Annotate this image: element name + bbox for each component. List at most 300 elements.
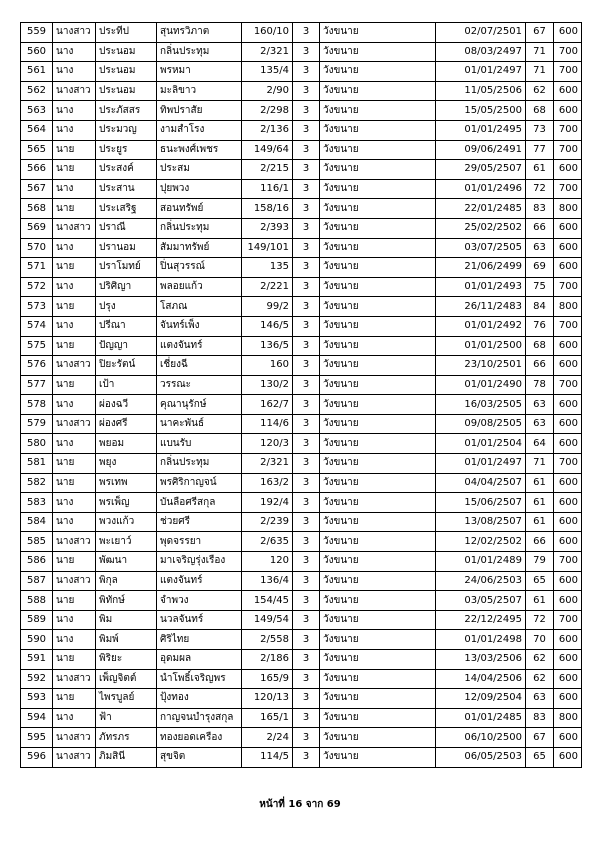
table-row xyxy=(21,591,582,611)
table-row xyxy=(21,81,582,101)
last-name-cell: มะลิขาว xyxy=(157,81,242,101)
row-number-cell: 566 xyxy=(21,160,53,180)
title-cell: นาง xyxy=(53,316,96,336)
table-row xyxy=(21,552,582,572)
title-cell: นาง xyxy=(53,708,96,728)
table-row xyxy=(21,650,582,670)
title-cell: นาย xyxy=(53,375,96,395)
age-cell: 61 xyxy=(526,512,554,532)
row-number-cell: 559 xyxy=(21,23,53,43)
age-cell: 71 xyxy=(526,454,554,474)
age-cell: 72 xyxy=(526,179,554,199)
house-number-cell: 99/2 xyxy=(242,297,293,317)
last-name-cell: สุขจิต xyxy=(157,747,242,767)
last-name-cell: สัมมาทรัพย์ xyxy=(157,238,242,258)
village-number-cell: 3 xyxy=(293,689,320,709)
age-cell: 62 xyxy=(526,81,554,101)
subdistrict-cell: วังขนาย xyxy=(320,179,436,199)
age-cell: 83 xyxy=(526,199,554,219)
allowance-cell: 700 xyxy=(554,454,582,474)
row-number-cell: 596 xyxy=(21,747,53,767)
last-name-cell: นาคะพันธ์ xyxy=(157,414,242,434)
house-number-cell: 2/635 xyxy=(242,532,293,552)
first-name-cell: ผ่องฉวี xyxy=(96,395,157,415)
title-cell: นาย xyxy=(53,552,96,572)
row-number-cell: 586 xyxy=(21,552,53,572)
birth-date-cell: 01/01/2497 xyxy=(436,454,526,474)
table-row xyxy=(21,316,582,336)
village-number-cell: 3 xyxy=(293,747,320,767)
title-cell: นาย xyxy=(53,199,96,219)
table-row xyxy=(21,454,582,474)
row-number-cell: 560 xyxy=(21,42,53,62)
row-number-cell: 592 xyxy=(21,669,53,689)
table-row xyxy=(21,336,582,356)
subdistrict-cell: วังขนาย xyxy=(320,277,436,297)
house-number-cell: 2/321 xyxy=(242,42,293,62)
house-number-cell: 149/64 xyxy=(242,140,293,160)
title-cell: นาง xyxy=(53,238,96,258)
allowance-cell: 600 xyxy=(554,493,582,513)
row-number-cell: 587 xyxy=(21,571,53,591)
house-number-cell: 158/16 xyxy=(242,199,293,219)
title-cell: นาย xyxy=(53,689,96,709)
first-name-cell: ประเสริฐ xyxy=(96,199,157,219)
age-cell: 61 xyxy=(526,493,554,513)
allowance-cell: 600 xyxy=(554,160,582,180)
table-row xyxy=(21,728,582,748)
row-number-cell: 594 xyxy=(21,708,53,728)
birth-date-cell: 26/11/2483 xyxy=(436,297,526,317)
age-cell: 63 xyxy=(526,395,554,415)
birth-date-cell: 01/01/2498 xyxy=(436,630,526,650)
title-cell: นาง xyxy=(53,42,96,62)
birth-date-cell: 03/07/2505 xyxy=(436,238,526,258)
subdistrict-cell: วังขนาย xyxy=(320,42,436,62)
allowance-cell: 600 xyxy=(554,473,582,493)
house-number-cell: 163/2 xyxy=(242,473,293,493)
house-number-cell: 154/45 xyxy=(242,591,293,611)
birth-date-cell: 29/05/2507 xyxy=(436,160,526,180)
row-number-cell: 593 xyxy=(21,689,53,709)
table-row xyxy=(21,610,582,630)
last-name-cell: แตงจันทร์ xyxy=(157,571,242,591)
table-row xyxy=(21,62,582,82)
allowance-cell: 600 xyxy=(554,532,582,552)
village-number-cell: 3 xyxy=(293,218,320,238)
subdistrict-cell: วังขนาย xyxy=(320,650,436,670)
house-number-cell: 2/136 xyxy=(242,120,293,140)
subdistrict-cell: วังขนาย xyxy=(320,728,436,748)
allowance-cell: 600 xyxy=(554,630,582,650)
subdistrict-cell: วังขนาย xyxy=(320,336,436,356)
first-name-cell: ปริศิญา xyxy=(96,277,157,297)
house-number-cell: 120/3 xyxy=(242,434,293,454)
last-name-cell: กาญจนบำรุงสกุล xyxy=(157,708,242,728)
allowance-cell: 700 xyxy=(554,375,582,395)
first-name-cell: ประมวญ xyxy=(96,120,157,140)
age-cell: 65 xyxy=(526,747,554,767)
last-name-cell: ทิพปราสัย xyxy=(157,101,242,121)
village-number-cell: 3 xyxy=(293,316,320,336)
house-number-cell: 114/6 xyxy=(242,414,293,434)
subdistrict-cell: วังขนาย xyxy=(320,512,436,532)
title-cell: นาย xyxy=(53,650,96,670)
allowance-cell: 600 xyxy=(554,356,582,376)
allowance-cell: 700 xyxy=(554,42,582,62)
subdistrict-cell: วังขนาย xyxy=(320,120,436,140)
village-number-cell: 3 xyxy=(293,454,320,474)
last-name-cell: ปุยพวง xyxy=(157,179,242,199)
village-number-cell: 3 xyxy=(293,81,320,101)
first-name-cell: ปรีณา xyxy=(96,316,157,336)
house-number-cell: 146/5 xyxy=(242,316,293,336)
allowance-cell: 800 xyxy=(554,199,582,219)
village-number-cell: 3 xyxy=(293,160,320,180)
subdistrict-cell: วังขนาย xyxy=(320,434,436,454)
table-row xyxy=(21,473,582,493)
table-row xyxy=(21,395,582,415)
subdistrict-cell: วังขนาย xyxy=(320,297,436,317)
age-cell: 62 xyxy=(526,669,554,689)
village-number-cell: 3 xyxy=(293,493,320,513)
house-number-cell: 2/24 xyxy=(242,728,293,748)
row-number-cell: 591 xyxy=(21,650,53,670)
subdistrict-cell: วังขนาย xyxy=(320,140,436,160)
table-row xyxy=(21,160,582,180)
table-row xyxy=(21,238,582,258)
first-name-cell: พรเพ็ญ xyxy=(96,493,157,513)
birth-date-cell: 15/05/2500 xyxy=(436,101,526,121)
birth-date-cell: 08/03/2497 xyxy=(436,42,526,62)
house-number-cell: 165/9 xyxy=(242,669,293,689)
title-cell: นางสาว xyxy=(53,81,96,101)
age-cell: 79 xyxy=(526,552,554,572)
table-row xyxy=(21,42,582,62)
house-number-cell: 2/298 xyxy=(242,101,293,121)
first-name-cell: ประทีป xyxy=(96,23,157,43)
house-number-cell: 192/4 xyxy=(242,493,293,513)
first-name-cell: ประสาน xyxy=(96,179,157,199)
subdistrict-cell: วังขนาย xyxy=(320,493,436,513)
row-number-cell: 582 xyxy=(21,473,53,493)
title-cell: นางสาว xyxy=(53,356,96,376)
title-cell: นาง xyxy=(53,179,96,199)
last-name-cell: พลอยแก้ว xyxy=(157,277,242,297)
birth-date-cell: 02/07/2501 xyxy=(436,23,526,43)
house-number-cell: 2/90 xyxy=(242,81,293,101)
house-number-cell: 136/5 xyxy=(242,336,293,356)
house-number-cell: 149/54 xyxy=(242,610,293,630)
row-number-cell: 570 xyxy=(21,238,53,258)
house-number-cell: 162/7 xyxy=(242,395,293,415)
row-number-cell: 581 xyxy=(21,454,53,474)
first-name-cell: ปรุง xyxy=(96,297,157,317)
first-name-cell: ไพรบูลย์ xyxy=(96,689,157,709)
age-cell: 66 xyxy=(526,532,554,552)
row-number-cell: 580 xyxy=(21,434,53,454)
village-number-cell: 3 xyxy=(293,650,320,670)
age-cell: 73 xyxy=(526,120,554,140)
first-name-cell: ฟ้า xyxy=(96,708,157,728)
birth-date-cell: 04/04/2507 xyxy=(436,473,526,493)
house-number-cell: 135/4 xyxy=(242,62,293,82)
last-name-cell: แตงจันทร์ xyxy=(157,336,242,356)
title-cell: นางสาว xyxy=(53,747,96,767)
subdistrict-cell: วังขนาย xyxy=(320,375,436,395)
title-cell: นาย xyxy=(53,454,96,474)
house-number-cell: 160 xyxy=(242,356,293,376)
allowance-cell: 600 xyxy=(554,747,582,767)
row-number-cell: 585 xyxy=(21,532,53,552)
village-number-cell: 3 xyxy=(293,512,320,532)
birth-date-cell: 01/01/2485 xyxy=(436,708,526,728)
birth-date-cell: 12/02/2502 xyxy=(436,532,526,552)
roster-body xyxy=(21,23,582,768)
first-name-cell: ปัญญา xyxy=(96,336,157,356)
village-number-cell: 3 xyxy=(293,199,320,219)
age-cell: 65 xyxy=(526,571,554,591)
last-name-cell: พุดจรรยา xyxy=(157,532,242,552)
village-number-cell: 3 xyxy=(293,238,320,258)
house-number-cell: 2/558 xyxy=(242,630,293,650)
first-name-cell: ประภัสสร xyxy=(96,101,157,121)
birth-date-cell: 25/02/2502 xyxy=(436,218,526,238)
row-number-cell: 564 xyxy=(21,120,53,140)
house-number-cell: 2/239 xyxy=(242,512,293,532)
subdistrict-cell: วังขนาย xyxy=(320,316,436,336)
row-number-cell: 575 xyxy=(21,336,53,356)
first-name-cell: ประนอม xyxy=(96,62,157,82)
allowance-cell: 600 xyxy=(554,689,582,709)
row-number-cell: 588 xyxy=(21,591,53,611)
first-name-cell: พิกุล xyxy=(96,571,157,591)
row-number-cell: 579 xyxy=(21,414,53,434)
allowance-cell: 600 xyxy=(554,218,582,238)
subdistrict-cell: วังขนาย xyxy=(320,747,436,767)
house-number-cell: 2/221 xyxy=(242,277,293,297)
birth-date-cell: 24/06/2503 xyxy=(436,571,526,591)
title-cell: นาย xyxy=(53,473,96,493)
age-cell: 77 xyxy=(526,140,554,160)
last-name-cell: มาเจริญรุ่งเรือง xyxy=(157,552,242,572)
title-cell: นางสาว xyxy=(53,728,96,748)
birth-date-cell: 23/10/2501 xyxy=(436,356,526,376)
house-number-cell: 130/2 xyxy=(242,375,293,395)
subdistrict-cell: วังขนาย xyxy=(320,689,436,709)
first-name-cell: ประยูร xyxy=(96,140,157,160)
subdistrict-cell: วังขนาย xyxy=(320,454,436,474)
house-number-cell: 165/1 xyxy=(242,708,293,728)
subdistrict-cell: วังขนาย xyxy=(320,218,436,238)
first-name-cell: พะเยาว์ xyxy=(96,532,157,552)
village-number-cell: 3 xyxy=(293,552,320,572)
table-row xyxy=(21,297,582,317)
last-name-cell: พรหมา xyxy=(157,62,242,82)
table-row xyxy=(21,356,582,376)
row-number-cell: 590 xyxy=(21,630,53,650)
village-number-cell: 3 xyxy=(293,277,320,297)
last-name-cell: กลิ่นประทุม xyxy=(157,218,242,238)
last-name-cell: บันลือศรีสกุล xyxy=(157,493,242,513)
age-cell: 63 xyxy=(526,414,554,434)
table-row xyxy=(21,708,582,728)
title-cell: นางสาว xyxy=(53,669,96,689)
subdistrict-cell: วังขนาย xyxy=(320,62,436,82)
age-cell: 61 xyxy=(526,473,554,493)
row-number-cell: 568 xyxy=(21,199,53,219)
village-number-cell: 3 xyxy=(293,42,320,62)
last-name-cell: ธนะพงศ์เพชร xyxy=(157,140,242,160)
title-cell: นาง xyxy=(53,395,96,415)
first-name-cell: ประนอม xyxy=(96,81,157,101)
row-number-cell: 562 xyxy=(21,81,53,101)
village-number-cell: 3 xyxy=(293,414,320,434)
table-row xyxy=(21,258,582,278)
title-cell: นาย xyxy=(53,160,96,180)
allowance-cell: 600 xyxy=(554,395,582,415)
allowance-cell: 600 xyxy=(554,650,582,670)
last-name-cell: จำพวง xyxy=(157,591,242,611)
age-cell: 76 xyxy=(526,316,554,336)
first-name-cell: พยุง xyxy=(96,454,157,474)
village-number-cell: 3 xyxy=(293,258,320,278)
first-name-cell: ปิยะรัตน์ xyxy=(96,356,157,376)
birth-date-cell: 01/01/2493 xyxy=(436,277,526,297)
last-name-cell: คุณานุรักษ์ xyxy=(157,395,242,415)
table-row xyxy=(21,532,582,552)
allowance-cell: 600 xyxy=(554,258,582,278)
birth-date-cell: 13/03/2506 xyxy=(436,650,526,670)
age-cell: 63 xyxy=(526,689,554,709)
first-name-cell: ปราณี xyxy=(96,218,157,238)
subdistrict-cell: วังขนาย xyxy=(320,630,436,650)
house-number-cell: 160/10 xyxy=(242,23,293,43)
age-cell: 61 xyxy=(526,160,554,180)
birth-date-cell: 11/05/2506 xyxy=(436,81,526,101)
birth-date-cell: 01/01/2497 xyxy=(436,62,526,82)
table-row xyxy=(21,414,582,434)
subdistrict-cell: วังขนาย xyxy=(320,552,436,572)
table-row xyxy=(21,140,582,160)
table-row xyxy=(21,512,582,532)
title-cell: นาง xyxy=(53,630,96,650)
village-number-cell: 3 xyxy=(293,297,320,317)
row-number-cell: 573 xyxy=(21,297,53,317)
birth-date-cell: 01/01/2500 xyxy=(436,336,526,356)
last-name-cell: ปุ้งทอง xyxy=(157,689,242,709)
first-name-cell: พิมพ์ xyxy=(96,630,157,650)
birth-date-cell: 22/01/2485 xyxy=(436,199,526,219)
last-name-cell: ช่วยศรี xyxy=(157,512,242,532)
row-number-cell: 574 xyxy=(21,316,53,336)
age-cell: 68 xyxy=(526,101,554,121)
table-row xyxy=(21,179,582,199)
title-cell: นางสาว xyxy=(53,23,96,43)
age-cell: 71 xyxy=(526,62,554,82)
subdistrict-cell: วังขนาย xyxy=(320,101,436,121)
last-name-cell: ศิริไทย xyxy=(157,630,242,650)
first-name-cell: ประนอม xyxy=(96,42,157,62)
row-number-cell: 565 xyxy=(21,140,53,160)
birth-date-cell: 14/04/2506 xyxy=(436,669,526,689)
subdistrict-cell: วังขนาย xyxy=(320,610,436,630)
village-number-cell: 3 xyxy=(293,375,320,395)
last-name-cell: ประสม xyxy=(157,160,242,180)
subdistrict-cell: วังขนาย xyxy=(320,473,436,493)
first-name-cell: ผ่องศรี xyxy=(96,414,157,434)
allowance-cell: 600 xyxy=(554,81,582,101)
birth-date-cell: 16/03/2505 xyxy=(436,395,526,415)
subdistrict-cell: วังขนาย xyxy=(320,532,436,552)
first-name-cell: ปราโมทย์ xyxy=(96,258,157,278)
table-row xyxy=(21,434,582,454)
birth-date-cell: 22/12/2495 xyxy=(436,610,526,630)
allowance-cell: 600 xyxy=(554,23,582,43)
title-cell: นาง xyxy=(53,120,96,140)
birth-date-cell: 12/09/2504 xyxy=(436,689,526,709)
subdistrict-cell: วังขนาย xyxy=(320,708,436,728)
birth-date-cell: 06/05/2503 xyxy=(436,747,526,767)
title-cell: นาง xyxy=(53,434,96,454)
birth-date-cell: 13/08/2507 xyxy=(436,512,526,532)
age-cell: 67 xyxy=(526,23,554,43)
allowance-cell: 600 xyxy=(554,728,582,748)
allowance-cell: 600 xyxy=(554,101,582,121)
last-name-cell: กลิ่นประทุม xyxy=(157,42,242,62)
village-number-cell: 3 xyxy=(293,140,320,160)
subdistrict-cell: วังขนาย xyxy=(320,571,436,591)
subdistrict-cell: วังขนาย xyxy=(320,160,436,180)
birth-date-cell: 06/10/2500 xyxy=(436,728,526,748)
allowance-cell: 600 xyxy=(554,336,582,356)
last-name-cell: เชี่ยงฉี xyxy=(157,356,242,376)
row-number-cell: 569 xyxy=(21,218,53,238)
house-number-cell: 136/4 xyxy=(242,571,293,591)
roster-table xyxy=(20,22,582,768)
age-cell: 83 xyxy=(526,708,554,728)
last-name-cell: สุนทรวิภาต xyxy=(157,23,242,43)
title-cell: นาย xyxy=(53,258,96,278)
allowance-cell: 700 xyxy=(554,179,582,199)
table-row xyxy=(21,571,582,591)
first-name-cell: ภิมสินี xyxy=(96,747,157,767)
last-name-cell: พรศิริกาญจน์ xyxy=(157,473,242,493)
title-cell: นาง xyxy=(53,493,96,513)
house-number-cell: 120/13 xyxy=(242,689,293,709)
first-name-cell: พัฒนา xyxy=(96,552,157,572)
subdistrict-cell: วังขนาย xyxy=(320,591,436,611)
first-name-cell: ปรานอม xyxy=(96,238,157,258)
row-number-cell: 563 xyxy=(21,101,53,121)
last-name-cell: สอนทรัพย์ xyxy=(157,199,242,219)
subdistrict-cell: วังขนาย xyxy=(320,199,436,219)
birth-date-cell: 01/01/2504 xyxy=(436,434,526,454)
table-row xyxy=(21,101,582,121)
last-name-cell: กลิ่นประทุม xyxy=(157,454,242,474)
age-cell: 68 xyxy=(526,336,554,356)
title-cell: นาง xyxy=(53,512,96,532)
table-row xyxy=(21,375,582,395)
table-row xyxy=(21,689,582,709)
last-name-cell: แบนรับ xyxy=(157,434,242,454)
village-number-cell: 3 xyxy=(293,23,320,43)
table-row xyxy=(21,199,582,219)
allowance-cell: 800 xyxy=(554,708,582,728)
first-name-cell: พยอม xyxy=(96,434,157,454)
row-number-cell: 561 xyxy=(21,62,53,82)
title-cell: นางสาว xyxy=(53,571,96,591)
